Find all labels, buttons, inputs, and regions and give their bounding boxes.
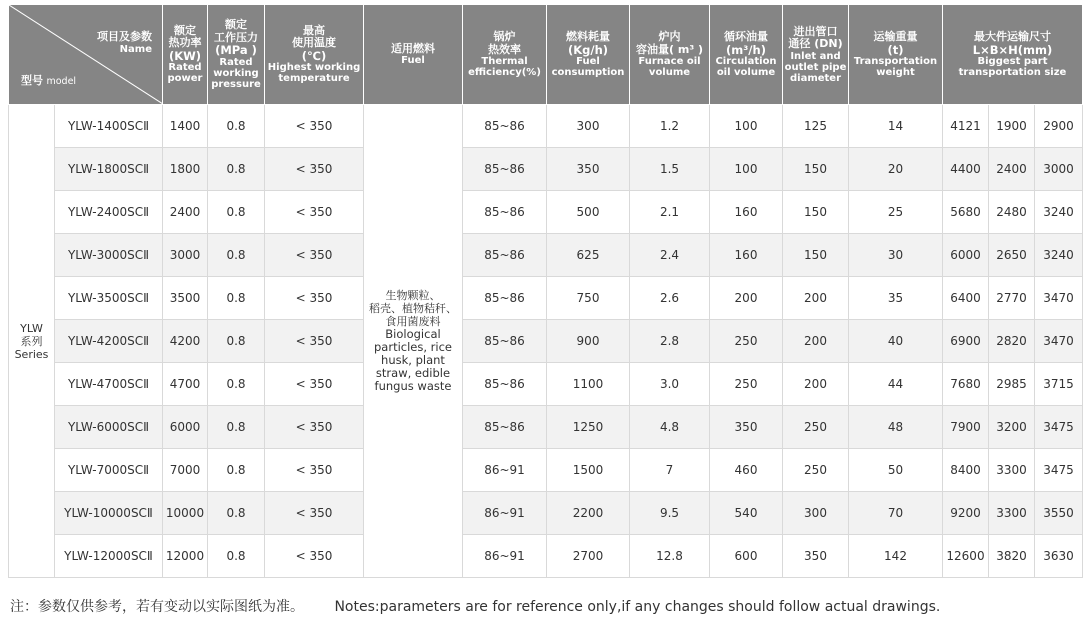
cell-circ: 200 [710, 277, 783, 320]
cell-cons: 1100 [547, 363, 630, 406]
header-param: 项目及参数 Name [97, 30, 152, 55]
cell-H: 3475 [1035, 449, 1083, 492]
cell-model: YLW-1800SCⅡ [55, 148, 163, 191]
header-furnace-oil: 炉内 容油量( m³ ) Furnace oil volume [630, 5, 710, 105]
cell-temp: < 350 [265, 492, 364, 535]
header-fuel: 适用燃料 Fuel [364, 5, 463, 105]
cell-pipe: 150 [783, 234, 849, 277]
series-label: Series [14, 347, 49, 361]
cell-eff: 85~86 [463, 234, 547, 277]
cell-pipe: 125 [783, 105, 849, 148]
fuel-en: Biological particles, rice husk, plant straw, edible fungus waste [374, 327, 452, 393]
cell-oil: 1.5 [630, 148, 710, 191]
cell-pipe: 150 [783, 191, 849, 234]
cell-oil: 2.8 [630, 320, 710, 363]
cell-eff: 86~91 [463, 535, 547, 578]
cell-H: 2900 [1035, 105, 1083, 148]
table-row [9, 148, 1083, 191]
cell-temp: < 350 [265, 277, 364, 320]
cell-power: 3500 [163, 277, 208, 320]
cell-power: 10000 [163, 492, 208, 535]
table-row [9, 449, 1083, 492]
cell-pressure: 0.8 [208, 363, 265, 406]
cell-cons: 500 [547, 191, 630, 234]
cell-B: 2480 [989, 191, 1035, 234]
cell-circ: 350 [710, 406, 783, 449]
cell-model: YLW-7000SCⅡ [55, 449, 163, 492]
cell-oil: 7 [630, 449, 710, 492]
cell-temp: < 350 [265, 234, 364, 277]
cell-weight: 70 [849, 492, 943, 535]
cell-weight: 14 [849, 105, 943, 148]
cell-pressure: 0.8 [208, 191, 265, 234]
cell-H: 3240 [1035, 234, 1083, 277]
cell-pressure: 0.8 [208, 492, 265, 535]
cell-L: 6400 [943, 277, 989, 320]
cell-eff: 85~86 [463, 406, 547, 449]
cell-circ: 460 [710, 449, 783, 492]
cell-temp: < 350 [265, 105, 364, 148]
series-cell [9, 105, 55, 578]
cell-oil: 4.8 [630, 406, 710, 449]
cell-circ: 100 [710, 105, 783, 148]
cell-L: 12600 [943, 535, 989, 578]
cell-B: 3820 [989, 535, 1035, 578]
cell-cons: 2200 [547, 492, 630, 535]
cell-pipe: 250 [783, 406, 849, 449]
header-pipe: 进出管口 通径 (DN) Inlet and outlet pipe diameter [783, 5, 849, 105]
cell-circ: 250 [710, 320, 783, 363]
cell-power: 1800 [163, 148, 208, 191]
cell-circ: 100 [710, 148, 783, 191]
cell-L: 9200 [943, 492, 989, 535]
header-power: 额定 热功率 (KW) Rated power [163, 5, 208, 105]
cell-H: 3000 [1035, 148, 1083, 191]
cell-eff: 85~86 [463, 363, 547, 406]
cell-B: 1900 [989, 105, 1035, 148]
table-row [9, 363, 1083, 406]
cell-pressure: 0.8 [208, 320, 265, 363]
cell-H: 3240 [1035, 191, 1083, 234]
header-temp: 最高 使用温度 (℃) Highest working temperature [265, 5, 364, 105]
cell-cons: 2700 [547, 535, 630, 578]
cell-oil: 2.4 [630, 234, 710, 277]
cell-pressure: 0.8 [208, 105, 265, 148]
cell-H: 3550 [1035, 492, 1083, 535]
cell-power: 2400 [163, 191, 208, 234]
cell-weight: 142 [849, 535, 943, 578]
cell-B: 2770 [989, 277, 1035, 320]
cell-cons: 900 [547, 320, 630, 363]
cell-H: 3470 [1035, 320, 1083, 363]
fuel-zh: 生物颗粒、 稻壳、植物秸秆、 食用菌废料 [369, 289, 457, 328]
cell-eff: 85~86 [463, 148, 547, 191]
table-row [9, 234, 1083, 277]
cell-model: YLW-12000SCⅡ [55, 535, 163, 578]
cell-pipe: 350 [783, 535, 849, 578]
spec-table-body [9, 105, 1083, 578]
header-weight: 运输重量 (t) Transportation weight [849, 5, 943, 105]
cell-oil: 2.6 [630, 277, 710, 320]
cell-pipe: 300 [783, 492, 849, 535]
cell-cons: 625 [547, 234, 630, 277]
cell-pressure: 0.8 [208, 234, 265, 277]
cell-weight: 25 [849, 191, 943, 234]
table-row [9, 492, 1083, 535]
cell-B: 2985 [989, 363, 1035, 406]
cell-H: 3470 [1035, 277, 1083, 320]
cell-pipe: 200 [783, 320, 849, 363]
table-row [9, 191, 1083, 234]
cell-power: 6000 [163, 406, 208, 449]
header-consumption: 燃料耗量 (Kg/h) Fuel consumption [547, 5, 630, 105]
cell-temp: < 350 [265, 191, 364, 234]
cell-L: 7900 [943, 406, 989, 449]
header-circulation: 循环油量 (m³/h) Circulation oil volume [710, 5, 783, 105]
header-pressure: 额定 工作压力 (MPa ) Rated working pressure [208, 5, 265, 105]
cell-pipe: 150 [783, 148, 849, 191]
table-row [9, 105, 1083, 148]
cell-B: 2820 [989, 320, 1035, 363]
cell-B: 3300 [989, 492, 1035, 535]
cell-model: YLW-6000SCⅡ [55, 406, 163, 449]
cell-H: 3715 [1035, 363, 1083, 406]
cell-model: YLW-1400SCⅡ [55, 105, 163, 148]
cell-oil: 3.0 [630, 363, 710, 406]
header-model-name [9, 5, 163, 105]
cell-pipe: 250 [783, 449, 849, 492]
cell-L: 6900 [943, 320, 989, 363]
cell-temp: < 350 [265, 406, 364, 449]
cell-oil: 1.2 [630, 105, 710, 148]
table-row [9, 535, 1083, 578]
cell-temp: < 350 [265, 363, 364, 406]
cell-B: 3200 [989, 406, 1035, 449]
cell-circ: 540 [710, 492, 783, 535]
cell-pressure: 0.8 [208, 449, 265, 492]
header-size: 最大件运输尺寸 L×B×H(mm) Biggest part transportation size [943, 5, 1083, 105]
cell-oil: 2.1 [630, 191, 710, 234]
cell-power: 4700 [163, 363, 208, 406]
cell-pressure: 0.8 [208, 535, 265, 578]
cell-circ: 160 [710, 191, 783, 234]
cell-oil: 9.5 [630, 492, 710, 535]
cell-cons: 1250 [547, 406, 630, 449]
cell-L: 4400 [943, 148, 989, 191]
cell-weight: 40 [849, 320, 943, 363]
header-efficiency: 锅炉 热效率 Thermal efficiency(%) [463, 5, 547, 105]
cell-eff: 86~91 [463, 449, 547, 492]
cell-model: YLW-4700SCⅡ [55, 363, 163, 406]
table-row [9, 320, 1083, 363]
cell-power: 4200 [163, 320, 208, 363]
cell-cons: 300 [547, 105, 630, 148]
cell-weight: 35 [849, 277, 943, 320]
cell-pressure: 0.8 [208, 277, 265, 320]
cell-eff: 85~86 [463, 191, 547, 234]
series-label: 系列 [20, 334, 43, 348]
cell-weight: 48 [849, 406, 943, 449]
spec-table [8, 4, 1083, 578]
cell-L: 5680 [943, 191, 989, 234]
cell-oil: 12.8 [630, 535, 710, 578]
table-row [9, 406, 1083, 449]
footnote-en: Notes:parameters are for reference only,if any changes should follow actual drawings. [334, 599, 941, 615]
cell-temp: < 350 [265, 148, 364, 191]
footnote-zh: 注：参数仅供参考，若有变动以实际图纸为准。 [10, 599, 304, 615]
cell-weight: 50 [849, 449, 943, 492]
cell-pressure: 0.8 [208, 406, 265, 449]
cell-power: 12000 [163, 535, 208, 578]
cell-power: 1400 [163, 105, 208, 148]
cell-temp: < 350 [265, 449, 364, 492]
cell-eff: 86~91 [463, 492, 547, 535]
cell-model: YLW-4200SCⅡ [55, 320, 163, 363]
cell-eff: 85~86 [463, 320, 547, 363]
cell-pressure: 0.8 [208, 148, 265, 191]
cell-L: 4121 [943, 105, 989, 148]
cell-circ: 160 [710, 234, 783, 277]
header-row [9, 5, 1083, 105]
cell-weight: 44 [849, 363, 943, 406]
cell-power: 7000 [163, 449, 208, 492]
series-label: YLW [20, 321, 43, 335]
cell-circ: 600 [710, 535, 783, 578]
cell-L: 7680 [943, 363, 989, 406]
cell-B: 2650 [989, 234, 1035, 277]
cell-weight: 30 [849, 234, 943, 277]
cell-power: 3000 [163, 234, 208, 277]
fuel-cell [364, 105, 463, 578]
cell-model: YLW-2400SCⅡ [55, 191, 163, 234]
cell-eff: 85~86 [463, 277, 547, 320]
cell-cons: 350 [547, 148, 630, 191]
cell-cons: 750 [547, 277, 630, 320]
cell-cons: 1500 [547, 449, 630, 492]
cell-L: 6000 [943, 234, 989, 277]
cell-model: YLW-3500SCⅡ [55, 277, 163, 320]
cell-B: 3300 [989, 449, 1035, 492]
cell-model: YLW-3000SCⅡ [55, 234, 163, 277]
cell-weight: 20 [849, 148, 943, 191]
cell-temp: < 350 [265, 535, 364, 578]
cell-circ: 250 [710, 363, 783, 406]
cell-L: 8400 [943, 449, 989, 492]
cell-eff: 85~86 [463, 105, 547, 148]
cell-model: YLW-10000SCⅡ [55, 492, 163, 535]
cell-pipe: 200 [783, 277, 849, 320]
diagonal-divider [9, 5, 163, 104]
cell-temp: < 350 [265, 320, 364, 363]
footnote [10, 596, 940, 616]
cell-pipe: 200 [783, 363, 849, 406]
header-model: 型号 model [21, 73, 77, 87]
cell-B: 2400 [989, 148, 1035, 191]
cell-H: 3630 [1035, 535, 1083, 578]
table-row [9, 277, 1083, 320]
cell-H: 3475 [1035, 406, 1083, 449]
